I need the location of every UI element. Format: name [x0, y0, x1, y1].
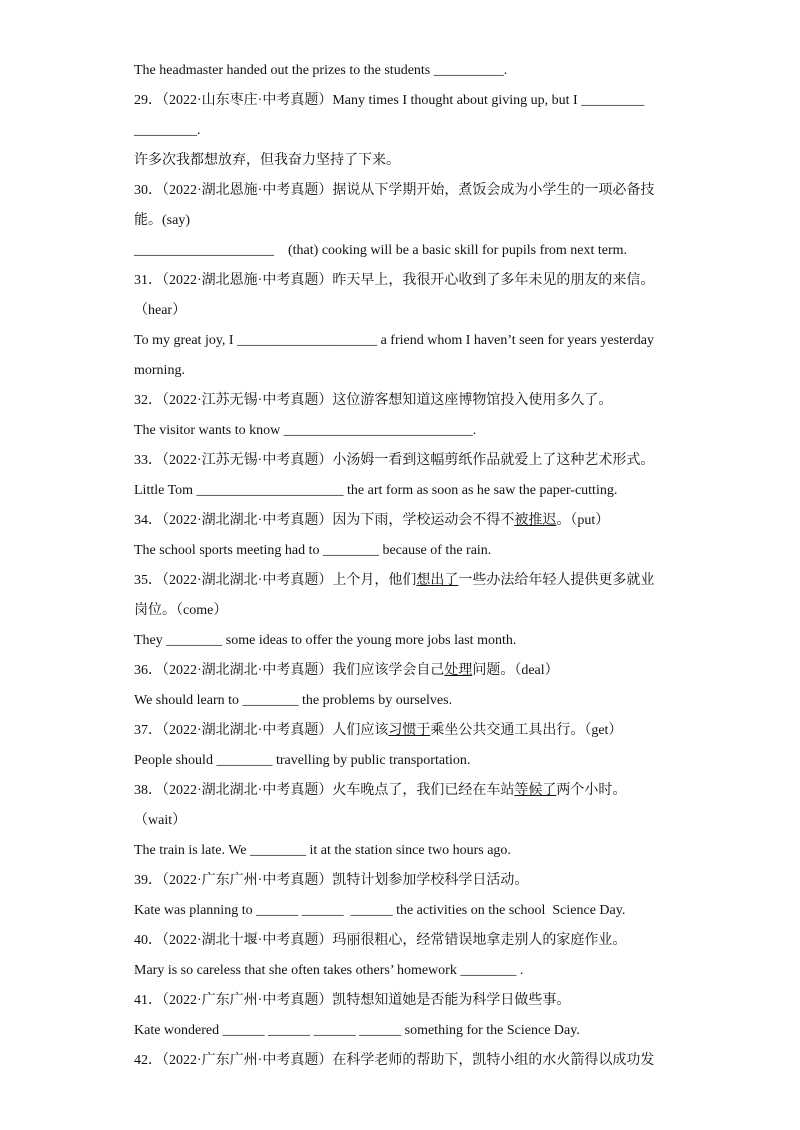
text-line: We should learn to ________ the problems by ourselves.	[134, 693, 453, 708]
text-line: The visitor wants to know ___________________________.	[134, 423, 477, 438]
text-line: They ________ some ideas to offer the young more jobs last month.	[134, 633, 517, 648]
text-segment: 。（put）	[556, 513, 610, 528]
underlined-phrase: 想出了	[416, 573, 459, 588]
text-line: 33．（2022·江苏无锡·中考真题）小汤姆一看到这幅剪纸作品就爱上了这种艺术形式。	[134, 453, 655, 468]
text-segment: 34．（2022·湖北湖北·中考真题）因为下雨，学校运动会不得不	[134, 513, 515, 528]
text-line: Kate was planning to ______ ______ ______ the activities on the school Science Day.	[134, 903, 626, 918]
text-line: The headmaster handed out the prizes to the students __________.	[134, 63, 508, 78]
text-segment: 36．（2022·湖北湖北·中考真题）我们应该学会自己	[134, 663, 445, 678]
text-segment: 问题。（deal）	[472, 663, 559, 678]
text-segment: 两个小时。	[556, 783, 627, 798]
text-segment: 乘坐公共交通工具出行。（get）	[430, 723, 623, 738]
text-line: 40．（2022·湖北十堰·中考真题）玛丽很粗心，经常错误地拿走别人的家庭作业。	[134, 933, 627, 948]
text-line: 39．（2022·广东广州·中考真题）凯特计划参加学校科学日活动。	[134, 873, 529, 888]
text-line: 29．（2022·山东枣庄·中考真题）Many times I thought about giving up, but I _________	[134, 93, 645, 108]
text-line: 42．（2022·广东广州·中考真题）在科学老师的帮助下，凯特小组的水火箭得以成功发	[134, 1053, 655, 1068]
text-line	[134, 572, 654, 590]
text-line: People should ________ travelling by public transportation.	[134, 753, 471, 768]
text-line	[134, 512, 609, 530]
text-segment: 35．（2022·湖北湖北·中考真题）上个月，他们	[134, 573, 417, 588]
underlined-phrase: 等候了	[514, 783, 557, 798]
underlined-phrase: 被推迟	[514, 513, 557, 528]
text-line: Little Tom _____________________ the art form as soon as he saw the paper-cutting.	[134, 483, 618, 498]
underlined-phrase: 习惯于	[388, 723, 431, 738]
text-line	[134, 782, 626, 800]
text-line: The train is late. We ________ it at the station since two hours ago.	[134, 843, 511, 858]
text-line: （wait）	[134, 813, 187, 828]
text-line: 31．（2022·湖北恩施·中考真题）昨天早上，我很开心收到了多年未见的朋友的来信。	[134, 273, 655, 288]
text-line: _________.	[134, 123, 201, 138]
text-line: Kate wondered ______ ______ ______ ______ something for the Science Day.	[134, 1023, 580, 1038]
text-line: （hear）	[134, 303, 187, 318]
underlined-phrase: 处理	[444, 663, 473, 678]
text-line	[134, 662, 559, 680]
text-line: 许多次我都想放弃，但我奋力坚持了下来。	[134, 153, 400, 168]
text-line: morning.	[134, 363, 185, 378]
text-segment: 37．（2022·湖北湖北·中考真题）人们应该	[134, 723, 389, 738]
text-line: To my great joy, I ____________________ a friend whom I haven’t seen for years yesterday	[134, 333, 654, 348]
text-line: 30．（2022·湖北恩施·中考真题）据说从下学期开始，煮饭会成为小学生的一项必备技	[134, 183, 655, 198]
text-line: Mary is so careless that she often takes others’ homework ________ .	[134, 963, 524, 978]
text-segment: 38．（2022·湖北湖北·中考真题）火车晚点了，我们已经在车站	[134, 783, 515, 798]
text-line: 32．（2022·江苏无锡·中考真题）这位游客想知道这座博物馆投入使用多久了。	[134, 393, 613, 408]
text-line: 岗位。（come）	[134, 603, 228, 618]
text-line	[134, 722, 622, 740]
text-line: 能。(say)	[134, 213, 190, 228]
text-line: The school sports meeting had to ________ because of the rain.	[134, 543, 492, 558]
text-segment: 一些办法给年轻人提供更多就业	[458, 573, 655, 588]
text-line: ____________________ (that) cooking will be a basic skill for pupils from next term.	[134, 243, 628, 258]
text-line: 41．（2022·广东广州·中考真题）凯特想知道她是否能为科学日做些事。	[134, 993, 571, 1008]
